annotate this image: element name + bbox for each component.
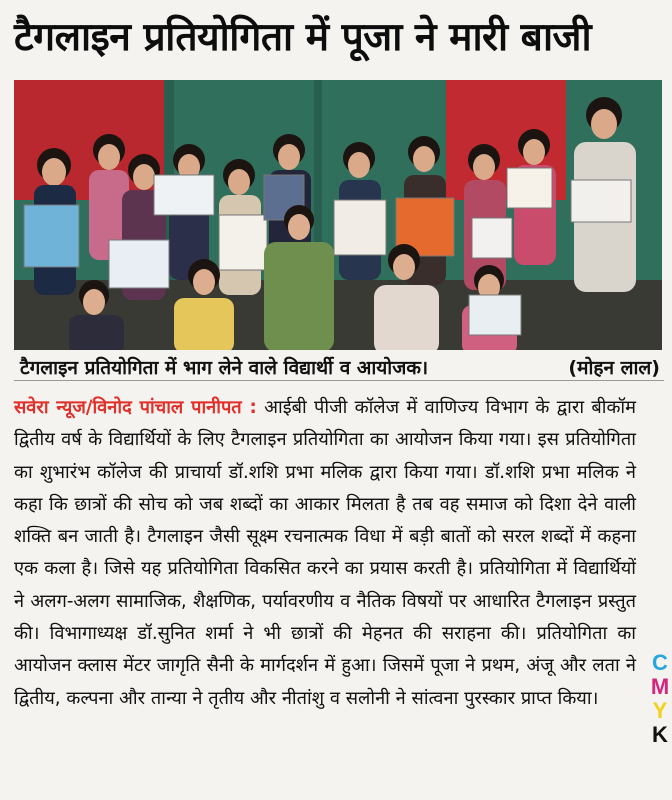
cmyk-black-mark: K (652, 722, 668, 747)
cmyk-cyan-mark: C (652, 650, 668, 675)
headline: टैगलाइन प्रतियोगिता में पूजा ने मारी बाजी (14, 15, 592, 60)
cmyk-yellow-mark: Y (652, 698, 668, 723)
article-body (14, 392, 636, 715)
photo-credit: (मोहन लाल) (568, 357, 660, 379)
article-text: आईबी पीजी कॉलेज में वाणिज्य विभाग के द्वारा बीकॉम द्वितीय वर्ष के विद्यार्थियों के लिए टैगलाइन प्रतियोगिता का आयोजन किया गया। इस प्रतियोगिता का शुभारंभ कॉलेज की प्राचार्या डॉ.शशि प्रभा मलिक द्वारा किया गया। डॉ.शशि प्रभा मलिक ने कहा कि छात्रों की सोच को जब शब्दों का आकार मिलता है तब वह समाज को दिशा देने वाली शक्ति बन जाती है। टैगलाइन जैसी सूक्ष्म रचनात्मक विधा में बड़ी बातों को सरल शब्दों में कहना एक कला है। जिसे यह प्रतियोगिता विकसित करने का प्रयास करती है। प्रतियोगिता में विद्यार्थियों ने अलग-अलग सामाजिक, शैक्षणिक, पर्यावरणीय व नैतिक विषयों पर आधारित टैगलाइन प्रस्तुत की। विभागाध्यक्ष डॉ.सुनित शर्मा ने भी छात्रों की मेहनत की सराहना की। प्रतियोगिता का आयोजन क्लास मेंटर जागृति सैनी के मार्गदर्शन में हुआ। जिसमें पूजा ने प्रथम, अंजू और लता ने द्वितीय, कल्पना और तान्या ने तृतीय और नीतांशु व सलोनी ने सांत्वना पुरस्कार प्राप्त किया। (14, 397, 636, 709)
news-photo (14, 80, 662, 350)
cmyk-registration-marks (648, 651, 672, 747)
photo-caption-row (14, 352, 664, 381)
cmyk-magenta-mark: M (650, 674, 670, 699)
photo-caption: टैगलाइन प्रतियोगिता में भाग लेने वाले विद्यार्थी व आयोजक। (20, 357, 429, 379)
article-byline: सवेरा न्यूज/विनोद पांचाल पानीपत : (14, 397, 257, 418)
group-photo-illustration (14, 80, 662, 350)
